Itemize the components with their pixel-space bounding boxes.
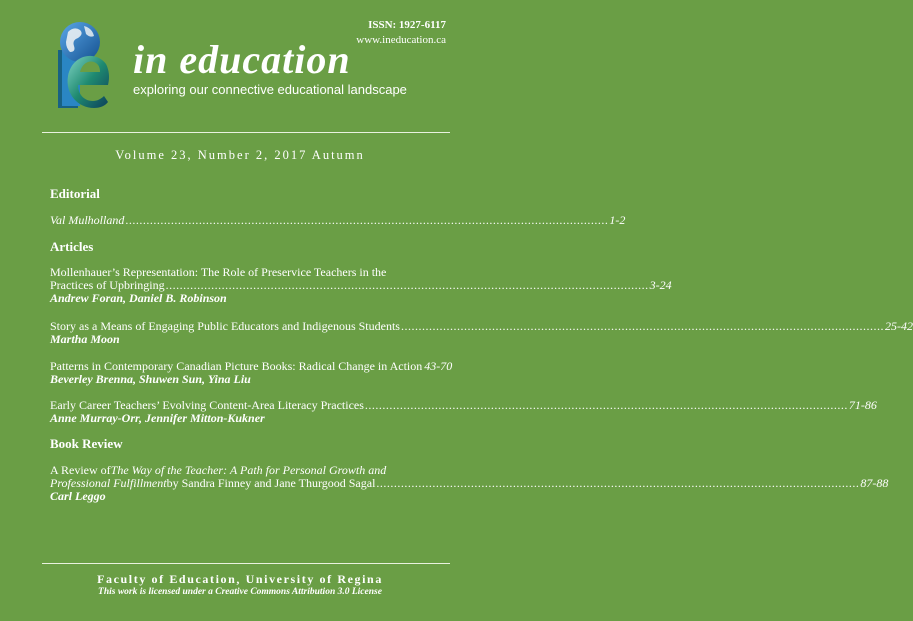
- toc-authors: Andrew Foran, Daniel B. Robinson: [50, 291, 227, 305]
- journal-title: in education: [133, 37, 351, 82]
- toc-title: Early Career Teachers’ Evolving Content-Area Literacy Practices: [50, 398, 364, 412]
- toc-pages: 25-42: [884, 319, 913, 333]
- toc-entry-book-review[interactable]: [50, 463, 889, 503]
- journal-tagline: exploring our connective educational landscape: [133, 82, 407, 97]
- volume-issue-line: Volume 23, Number 2, 2017 Autumn: [115, 148, 365, 162]
- toc-title: Story as a Means of Engaging Public Educators and Indigenous Students: [50, 319, 400, 333]
- toc-authors: Carl Leggo: [50, 489, 106, 503]
- toc-entry-editorial[interactable]: [50, 213, 626, 227]
- toc-pages: 71-86: [848, 398, 877, 412]
- issn-label: ISSN: 1927-6117: [368, 19, 446, 31]
- leader-dots: ..........................................................................................................................................: [376, 476, 860, 490]
- toc-by-line: by Sandra Finney and Jane Thurgood Sagal: [166, 476, 376, 490]
- toc-title: Patterns in Contemporary Canadian Picture Books: Radical Change in Action: [50, 359, 423, 373]
- toc-pages: 3-24: [649, 278, 672, 292]
- leader-dots: ..........................................................................................................................................: [400, 319, 884, 333]
- bottom-divider: [42, 563, 450, 564]
- toc-book-title: Professional Fulfillment: [50, 476, 167, 490]
- website-link[interactable]: www.ineducation.ca: [356, 34, 446, 46]
- toc-title: Mollenhauer’s Representation: The Role of Preservice Teachers in the: [50, 265, 387, 279]
- journal-logo: [44, 18, 132, 114]
- section-heading-editorial: Editorial: [50, 186, 100, 201]
- toc-authors: Beverley Brenna, Shuwen Sun, Yina Liu: [50, 372, 251, 386]
- toc-book-title: The Way of the Teacher: A Path for Personal Growth and: [110, 463, 387, 477]
- footer-license[interactable]: This work is licensed under a Creative Commons Attribution 3.0 License: [98, 587, 382, 597]
- leader-dots: ..........................................................................................................................................: [125, 213, 609, 227]
- section-heading-articles: Articles: [50, 239, 94, 254]
- toc-title: Practices of Upbringing: [50, 278, 165, 292]
- toc-pages: 43-70: [424, 359, 453, 373]
- globe-e-logo-icon: [44, 18, 132, 114]
- toc-authors: Anne Murray-Orr, Jennifer Mitton-Kukner: [50, 411, 265, 425]
- footer-institution: Faculty of Education, University of Regina: [97, 572, 383, 586]
- toc-authors: Martha Moon: [50, 332, 120, 346]
- top-divider: [42, 132, 450, 133]
- toc-pages: 1-2: [609, 213, 626, 227]
- leader-dots: ..........................................................................................................................................: [165, 278, 649, 292]
- toc-author: Val Mulholland: [50, 213, 125, 227]
- section-heading-book-review: Book Review: [50, 436, 123, 451]
- toc-entry-article[interactable]: [50, 265, 672, 305]
- toc-title-prefix: A Review of: [50, 463, 111, 477]
- toc-entry-article[interactable]: [50, 359, 453, 386]
- toc-entry-article[interactable]: [50, 319, 913, 346]
- toc-pages: 87-88: [860, 476, 889, 490]
- toc-entry-article[interactable]: [50, 398, 877, 425]
- leader-dots: ..........................................................................................................................................: [364, 398, 848, 412]
